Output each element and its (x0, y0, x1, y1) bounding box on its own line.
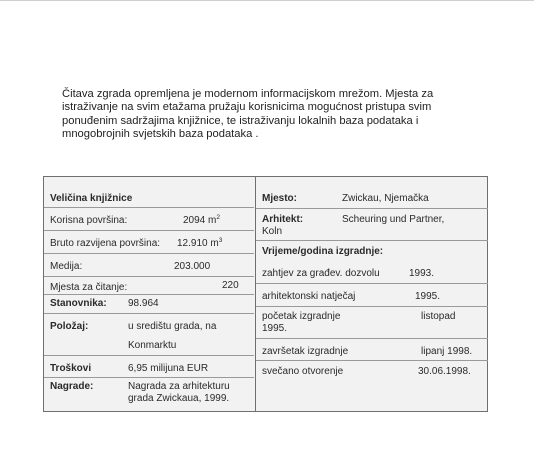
mjesta-value: 220 (222, 280, 239, 291)
page-top-edge (0, 0, 534, 1)
divider (44, 276, 254, 277)
divider (256, 208, 488, 209)
library-size-column (44, 177, 254, 411)
intro-line-4: mnogobrojnih svjetskih baza podataka . (62, 128, 259, 141)
korisna-label: Korisna površina: (50, 215, 128, 226)
divider (256, 240, 488, 241)
event-value: 1993. (409, 268, 435, 279)
event-label-line-2: 1995. (262, 323, 288, 334)
intro-line-2: istraživanje na svim etažama pružaju korisnicima mogućnost pristupa svim (62, 101, 432, 114)
medija-label: Medija: (50, 261, 83, 272)
nagrade-label: Nagrade: (50, 381, 94, 392)
event-label: zahtjev za građev. dozvolu (262, 268, 380, 279)
nagrade-value-2: grada Zwickaua, 1999. (128, 393, 230, 404)
event-value: listopad (421, 311, 456, 322)
troskovi-label: Troškovi (50, 363, 92, 374)
medija-value: 203.000 (174, 261, 211, 272)
nagrade-value-1: Nagrada za arhitekturu (128, 381, 230, 392)
stanovnika-label: Stanovnika: (50, 298, 107, 309)
event-value: 30.06.1998. (418, 366, 471, 377)
intro-line-3: ponuđenim sadržajima knjižnice, te istraživanju lokalnih baza podataka i (62, 114, 419, 127)
arhitekt-value-2: Koln (262, 226, 283, 237)
bruto-label: Bruto razvijena površina: (50, 238, 161, 249)
event-label: završetak izgradnje (262, 346, 349, 357)
intro-paragraph (62, 88, 472, 142)
mjesto-label: Mjesto: (262, 193, 297, 204)
mjesta-label: Mjesta za čitanje: (50, 282, 128, 293)
polozaj-value-2: Konmarktu (128, 340, 177, 351)
korisna-value: 2094 $m^2$ (183, 214, 220, 226)
arhitekt-label: Arhitekt: (262, 214, 304, 225)
event-label: početak izgradnje (262, 311, 341, 322)
polozaj-label: Položaj: (50, 321, 89, 332)
troskovi-value: 6,95 milijuna EUR (128, 363, 209, 374)
divider (256, 338, 488, 339)
mjesto-value: Zwickau, Njemačka (342, 193, 429, 204)
event-value: 1995. (415, 291, 441, 302)
divider (44, 294, 254, 295)
stanovnika-value: 98.964 (128, 298, 159, 309)
divider (256, 360, 488, 361)
arhitekt-value: Scheuring und Partner, (342, 214, 445, 225)
divider (44, 253, 254, 254)
library-info-table (43, 176, 488, 412)
divider (44, 377, 254, 378)
divider (44, 355, 254, 356)
divider (256, 283, 488, 284)
bruto-value: 12.910 $m^3$ (177, 237, 223, 249)
polozaj-value-1: u središtu grada, na (128, 321, 217, 332)
divider (256, 306, 488, 307)
divider (44, 230, 254, 231)
library-size-heading: Veličina knjižnice (50, 193, 133, 204)
intro-line-1: Čitava zgrada opremljena je modernom informacijskom mrežom. Mjesta za (62, 88, 434, 100)
event-label: arhitektonski natječaj (262, 291, 356, 302)
event-label: svečano otvorenje (262, 366, 344, 377)
divider (44, 207, 254, 208)
divider (44, 313, 254, 314)
location-column (255, 177, 488, 411)
build-period-heading: Vrijeme/godina izgradnje: (262, 246, 384, 257)
event-value: lipanj 1998. (421, 346, 473, 357)
